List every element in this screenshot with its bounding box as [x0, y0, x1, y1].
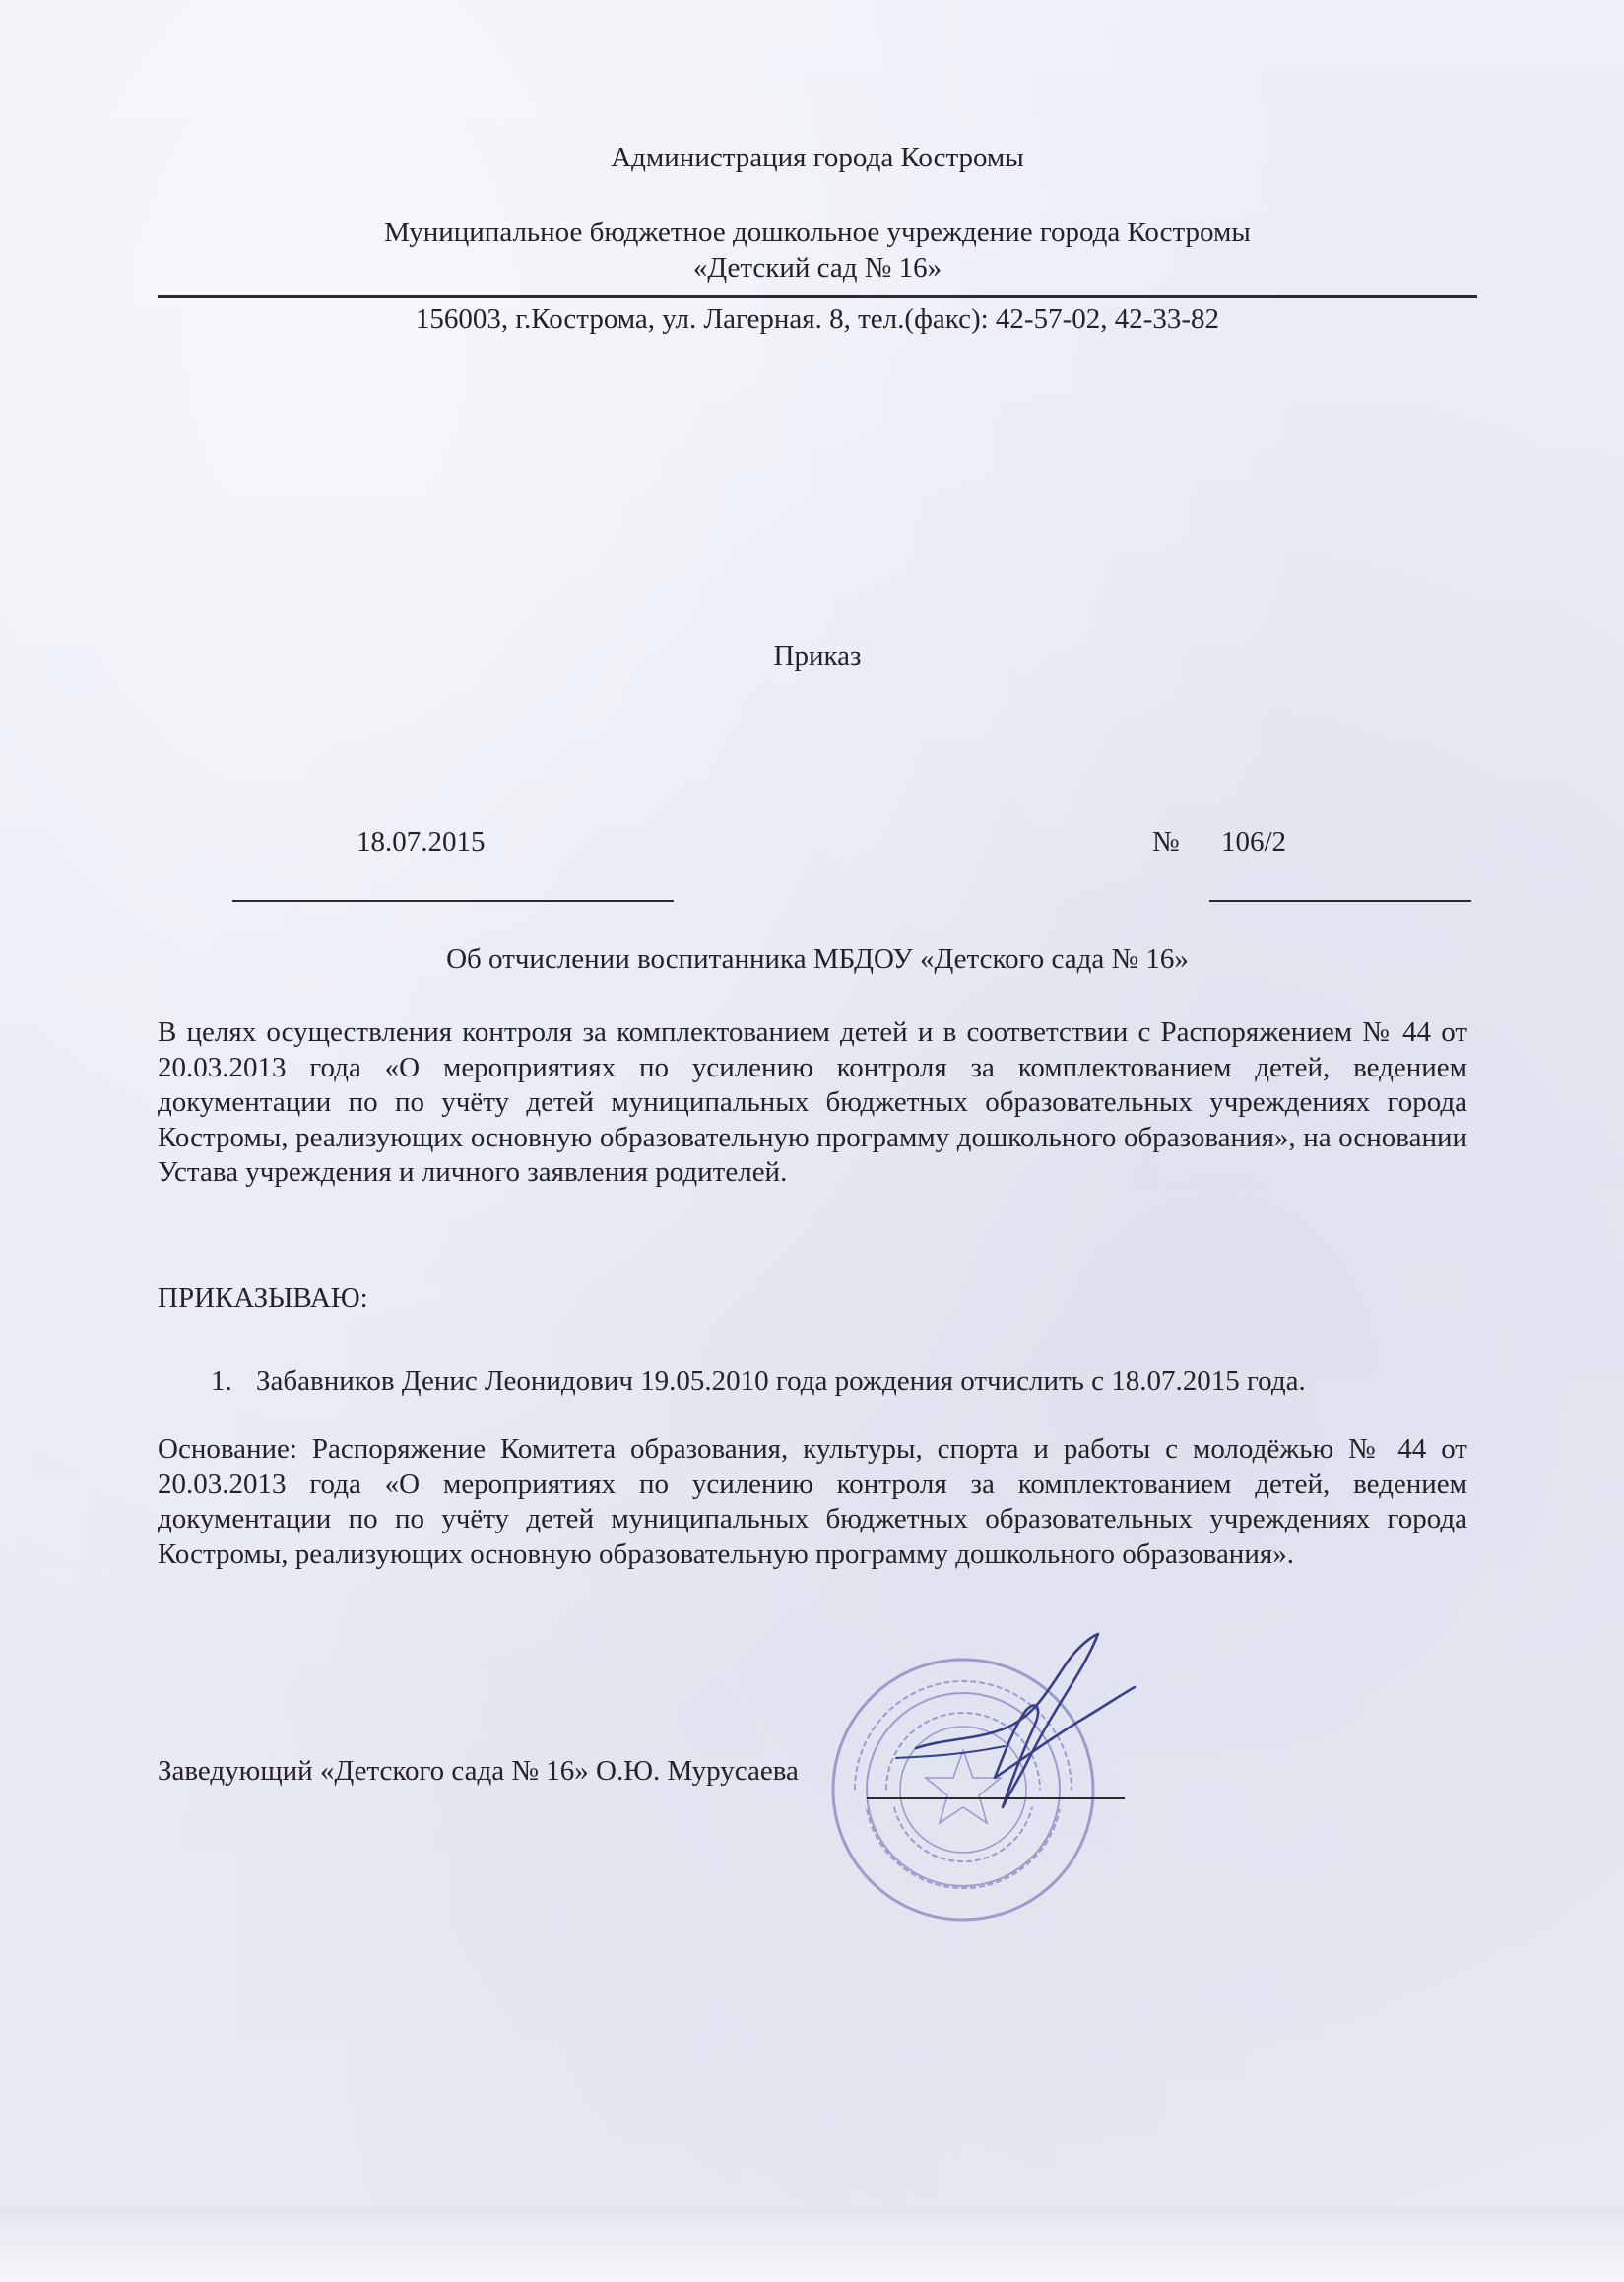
order-number: 106/2: [1221, 826, 1287, 858]
signatory-line: Заведующий «Детского сада № 16» О.Ю. Мурусаева: [158, 1755, 799, 1787]
scan-bottom-margin: [0, 2206, 1624, 2282]
order-item-text: Забавников Денис Леонидович 19.05.2010 года рождения отчислить с 18.07.2015 года.: [256, 1365, 1306, 1397]
order-subject: Об отчислении воспитанника МБДОУ «Детского сада № 16»: [446, 944, 1189, 975]
institution-name: Муниципальное бюджетное дошкольное учреждение города Костромы: [384, 217, 1251, 248]
order-item-number: 1.: [211, 1365, 232, 1397]
document-type-title: Приказ: [773, 640, 862, 672]
letterhead-divider: [158, 295, 1477, 298]
order-date: 18.07.2015: [357, 826, 486, 858]
order-item: [211, 1363, 1491, 1399]
institution-short-name: «Детский сад № 16»: [692, 252, 942, 284]
number-underline: [1209, 900, 1471, 902]
preamble-paragraph: В целях осуществления контроля за комплектованием детей и в соответствии с Распоряжением № 44 от 20.03.2013 года «О мероприятиях по усилению контроля за комплектованием детей, ведением документации по по учёту детей муниципальных бюджетных образовательных учреждениях города Костромы, реализующих основную образовательную программу дошкольного образования», на основании Устава учреждения и личного заявления родителей.: [158, 1016, 1467, 1188]
order-word: ПРИКАЗЫВАЮ:: [158, 1282, 368, 1314]
signature-underline: [867, 1797, 1125, 1799]
date-underline: [232, 900, 674, 902]
order-number-sign: №: [1152, 826, 1180, 858]
institution-address: 156003, г.Кострома, ул. Лагерная. 8, тел.(факс): 42-57-02, 42-33-82: [415, 303, 1220, 335]
administration-heading: Администрация города Костромы: [611, 142, 1024, 173]
basis-paragraph: Основание: Распоряжение Комитета образования, культуры, спорта и работы с молодёжью № 44 от 20.03.2013 года «О мероприятиях по усилению контроля за комплектованием детей, ведением документации по по учёту детей муниципальных бюджетных образовательных учреждениях города Костромы, реализующих основную образовательную программу дошкольного образования».: [158, 1433, 1467, 1570]
